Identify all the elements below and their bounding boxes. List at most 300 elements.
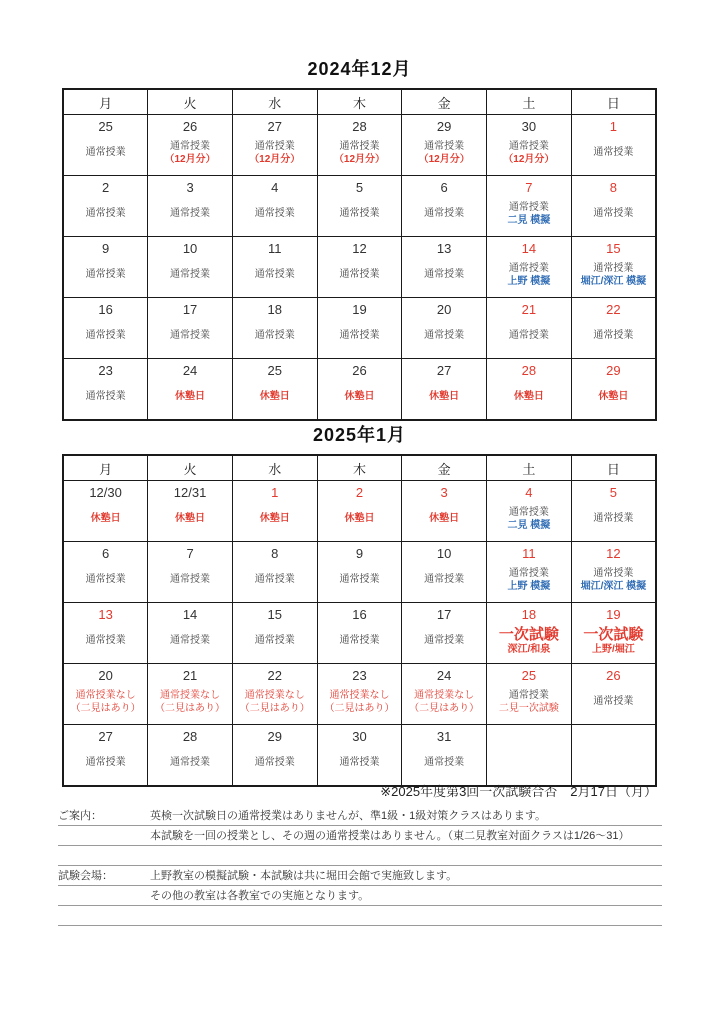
calendar-cell-content [64, 603, 147, 663]
date-number: 25 [267, 363, 282, 378]
calendar-cell [63, 481, 148, 542]
cell-body [572, 134, 655, 175]
day-header: 土 [487, 89, 572, 115]
calendar-cell-content [572, 664, 655, 724]
day-header: 土 [487, 455, 572, 481]
date-number: 5 [609, 485, 617, 500]
calendar-cell [148, 237, 233, 298]
cell-label: 通常授業 [170, 208, 211, 219]
cell-body [64, 317, 147, 358]
date-number: 6 [101, 546, 110, 561]
cell-body [487, 195, 571, 236]
cell-body [318, 195, 402, 236]
calendar-cell [487, 115, 572, 176]
cell-body [233, 378, 317, 419]
calendar-cell-content [64, 298, 147, 358]
calendar-cell-content [572, 359, 655, 419]
date-number: 26 [352, 363, 367, 378]
calendar-cell-content [402, 115, 486, 175]
cell-body [318, 500, 402, 541]
note-label: 試験会場： [58, 870, 113, 882]
cell-body [318, 561, 402, 602]
day-header-row [63, 89, 656, 115]
date-number: 1 [271, 485, 279, 500]
cell-label: 通常授業 [593, 330, 634, 341]
cell-label: 通常授業 [508, 330, 549, 341]
date-number: 9 [101, 241, 110, 256]
calendar-cell [317, 176, 402, 237]
cell-label: 通常授業 [424, 269, 465, 280]
date-number: 5 [355, 180, 364, 195]
cell-label: 通常授業 [170, 140, 211, 152]
day-header: 金 [402, 89, 487, 115]
cell-body [487, 622, 571, 663]
cell-body [233, 256, 317, 297]
cell-body [402, 256, 486, 297]
calendar-cell-content [148, 725, 232, 785]
date-number: 3 [440, 485, 448, 500]
date-number: 23 [98, 363, 113, 378]
cell-label: 通常授業 [593, 567, 634, 579]
date-number: 4 [525, 485, 533, 500]
cell-label: 上野/堀江 [591, 643, 635, 655]
cell-label: 通常授業 [254, 208, 295, 219]
calendar-cell-content [572, 115, 655, 175]
cell-body [402, 317, 486, 358]
cell-body [572, 195, 655, 236]
calendar-cell [148, 481, 233, 542]
calendar-cell [402, 664, 487, 725]
calendar-cell-content [233, 481, 317, 541]
calendar-cell [571, 298, 656, 359]
calendar-cell-content [233, 359, 317, 419]
calendar-cell-content [572, 481, 655, 541]
calendar-cell [571, 237, 656, 298]
calendar-cell [232, 664, 317, 725]
calendar-cell-content [318, 298, 402, 358]
calendar-cell-content [148, 115, 232, 175]
cell-body [233, 134, 317, 175]
date-number: 18 [521, 607, 537, 622]
day-header: 日 [571, 455, 656, 481]
cell-label: 通常授業 [85, 391, 126, 402]
week-row [63, 603, 656, 664]
cell-label: 通常授業 [85, 757, 126, 768]
cell-label: 通常授業なし [244, 689, 305, 701]
calendar-cell [63, 298, 148, 359]
cell-label: （12月分） [503, 153, 555, 165]
date-number: 12 [606, 546, 621, 561]
calendar-cell-content [402, 603, 486, 663]
day-header: 火 [148, 455, 233, 481]
calendar-cell-content [64, 542, 147, 602]
cell-body [233, 500, 317, 541]
calendar-cell-content [233, 542, 317, 602]
cell-label: 通常授業 [254, 269, 295, 280]
week-row [63, 237, 656, 298]
cell-body [64, 134, 147, 175]
cell-body [402, 195, 486, 236]
cell-label: 堀江/深江 模擬 [580, 275, 647, 287]
cell-body [572, 256, 655, 297]
date-number: 22 [606, 302, 621, 317]
cell-body [233, 683, 317, 724]
date-number: 16 [352, 607, 367, 622]
cell-label: 通常授業 [339, 330, 380, 341]
cell-label: 通常授業なし [414, 689, 475, 701]
calendar-cell [487, 725, 572, 787]
calendar-cell-content [487, 603, 571, 663]
calendar-cell [487, 359, 572, 421]
cell-body [233, 744, 317, 785]
cell-body [487, 725, 571, 785]
cell-label: 通常授業なし [160, 689, 221, 701]
date-number: 12/31 [173, 485, 207, 500]
date-number: 28 [521, 363, 537, 378]
date-number: 21 [521, 302, 537, 317]
cell-label: 通常授業 [508, 689, 549, 701]
calendar-cell-content [64, 725, 147, 785]
cell-label: 休塾日 [513, 391, 544, 402]
calendar-cell-content [233, 664, 317, 724]
calendar-cell-content [148, 176, 232, 236]
calendar-cell [571, 115, 656, 176]
cell-body [64, 744, 147, 785]
day-header: 火 [148, 89, 233, 115]
cell-label: （二見はあり） [239, 702, 310, 714]
date-number: 19 [606, 607, 621, 622]
calendar-cell-content [318, 176, 402, 236]
cell-label: 通常授業 [508, 506, 549, 518]
day-header: 木 [317, 455, 402, 481]
calendar-cell [148, 359, 233, 421]
date-number: 26 [606, 668, 621, 683]
note-label: ご案内： [58, 810, 102, 822]
date-number: 10 [182, 241, 198, 256]
cell-label: 休塾日 [90, 513, 121, 524]
cell-label: 通常授業なし [75, 689, 136, 701]
note-row [58, 846, 662, 866]
calendar-cell [571, 542, 656, 603]
cell-body [487, 134, 571, 175]
cell-body [572, 683, 655, 724]
calendar-cell-content [402, 664, 486, 724]
week-row [63, 298, 656, 359]
calendar-title: 2025年1月 [312, 425, 407, 445]
calendar-cell [317, 603, 402, 664]
cell-label: 通常授業 [254, 330, 295, 341]
day-header: 金 [402, 455, 487, 481]
calendar-cell-content [148, 603, 232, 663]
calendar-cell [402, 176, 487, 237]
week-row [63, 359, 656, 421]
calendar-cell-content [402, 298, 486, 358]
cell-label: 通常授業 [170, 635, 211, 646]
note-row [58, 886, 662, 906]
cell-body [148, 134, 232, 175]
calendar-cell [487, 481, 572, 542]
date-number: 18 [267, 302, 282, 317]
calendar-cell [487, 298, 572, 359]
cell-label: 休塾日 [344, 513, 375, 524]
date-number: 28 [182, 729, 198, 744]
cell-label: （12月分） [249, 153, 301, 165]
cell-body [64, 622, 147, 663]
cell-body [233, 622, 317, 663]
calendar-cell-content [487, 359, 571, 419]
calendar-cell-content [487, 237, 571, 297]
cell-label: 通常授業 [424, 757, 465, 768]
cell-body [148, 195, 232, 236]
cell-body [572, 725, 655, 785]
calendar-cell [402, 359, 487, 421]
cell-label: 通常授業 [254, 757, 295, 768]
cell-label: 通常授業 [85, 269, 126, 280]
date-number: 20 [436, 302, 452, 317]
date-number: 1 [609, 119, 617, 134]
cell-label: （二見はあり） [409, 702, 480, 714]
note-text: その他の教室は各教室での実施となります。 [150, 890, 370, 902]
calendar-cell [317, 542, 402, 603]
date-number: 21 [182, 668, 198, 683]
cell-label: 休塾日 [175, 391, 206, 402]
cell-body [64, 256, 147, 297]
cell-label: 堀江/深江 模擬 [580, 580, 647, 592]
week-row [63, 115, 656, 176]
calendar-cell [317, 481, 402, 542]
calendar-cell [148, 664, 233, 725]
cell-label: 通常授業 [508, 262, 549, 274]
calendar-cell [63, 603, 148, 664]
cell-label: （12月分） [333, 153, 386, 165]
cell-label: 二見 模擬 [507, 519, 551, 531]
notes-section [58, 806, 662, 926]
calendar-cell [232, 542, 317, 603]
cell-label: 通常授業 [170, 757, 211, 768]
calendar-cell-content [572, 725, 655, 785]
cell-label: 通常授業 [254, 574, 295, 585]
cell-label: 一次試験 [583, 625, 644, 643]
calendar-cell-content [318, 725, 402, 785]
week-row [63, 176, 656, 237]
calendar-cell-content [148, 664, 232, 724]
cell-body [148, 744, 232, 785]
cell-body [148, 561, 232, 602]
day-header: 月 [63, 89, 148, 115]
cell-label: 通常授業 [424, 635, 465, 646]
calendar-cell [317, 237, 402, 298]
calendar-cell-content [318, 115, 402, 175]
cell-body [64, 195, 147, 236]
week-row [63, 664, 656, 725]
calendar-cell [317, 359, 402, 421]
calendar-cell [487, 664, 572, 725]
date-number: 19 [352, 302, 367, 317]
calendar-cell [402, 603, 487, 664]
calendar-cell [63, 359, 148, 421]
cell-body [402, 500, 486, 541]
date-number: 13 [98, 607, 113, 622]
date-number: 11 [522, 546, 536, 561]
date-number: 22 [267, 668, 282, 683]
calendar-cell [232, 603, 317, 664]
day-header: 水 [232, 89, 317, 115]
calendar-cell-content [402, 542, 486, 602]
date-number: 15 [606, 241, 621, 256]
calendar-cell [487, 176, 572, 237]
calendar-cell-content [64, 115, 147, 175]
cell-label: 二見一次試験 [498, 702, 559, 714]
calendar-cell [232, 298, 317, 359]
date-number: 12/30 [89, 485, 122, 500]
cell-body [402, 134, 486, 175]
cell-label: 通常授業 [339, 757, 380, 768]
week-row [63, 481, 656, 542]
cell-label: 休塾日 [429, 513, 460, 524]
calendar-cell-content [572, 542, 655, 602]
cell-body [148, 317, 232, 358]
calendar-cell [148, 115, 233, 176]
date-number: 8 [609, 180, 617, 195]
note-text: 上野教室の模擬試験・本試験は共に堀田会館で実施致します。 [150, 870, 458, 882]
cell-label: 通常授業 [339, 574, 380, 585]
calendar-cell [402, 725, 487, 787]
cell-label: 通常授業 [593, 513, 634, 524]
note-row [58, 866, 662, 886]
cell-label: 二見 模擬 [507, 214, 551, 226]
cell-label: 通常授業 [85, 635, 126, 646]
calendar-cell-content [318, 359, 402, 419]
calendar-cell-content [572, 603, 655, 663]
cell-body [148, 683, 232, 724]
cell-body [318, 683, 402, 724]
cell-label: 通常授業 [424, 574, 465, 585]
cell-label: 通常授業 [254, 635, 295, 646]
cell-label: （二見はあり） [155, 702, 226, 714]
cell-body [487, 378, 571, 419]
calendar-cell-content [64, 481, 147, 541]
calendar-cell-content [402, 725, 486, 785]
calendar-cell [232, 725, 317, 787]
calendar-cell [317, 115, 402, 176]
date-number: 7 [186, 546, 194, 561]
cell-body [487, 500, 571, 541]
cell-label: 上野 模擬 [507, 580, 551, 592]
calendar-cell [487, 542, 572, 603]
calendar-cell [232, 359, 317, 421]
calendar-cell [148, 603, 233, 664]
cell-label: 通常授業なし [329, 689, 390, 701]
calendar-table [62, 88, 657, 421]
date-number: 16 [98, 302, 113, 317]
note-text: 本試験を一回の授業とし、その週の通常授業はありません。（東二見教室対面クラスは1/26～31） [150, 830, 630, 842]
exam-result-footnote: ※2025年度第3回一次試験合否 2月17日（月） [380, 784, 657, 799]
date-number: 13 [436, 241, 452, 256]
cell-label: 通常授業 [339, 140, 380, 152]
calendar-cell [148, 298, 233, 359]
date-number: 3 [186, 180, 194, 195]
cell-body [402, 683, 486, 724]
cell-label: 通常授業 [254, 140, 295, 152]
calendar-cell-content [487, 725, 571, 785]
date-number: 31 [436, 729, 452, 744]
cell-label: （12月分） [164, 153, 216, 165]
calendar-cell [63, 542, 148, 603]
cell-body [487, 561, 571, 602]
cell-body [233, 195, 317, 236]
cell-label: 通常授業 [424, 330, 465, 341]
calendar-cell-content [402, 176, 486, 236]
date-number: 27 [98, 729, 113, 744]
calendar-cell [317, 664, 402, 725]
cell-label: 通常授業 [85, 574, 126, 585]
calendar-cell-content [233, 298, 317, 358]
calendar-cell-content [233, 237, 317, 297]
calendar-cell-content [487, 176, 571, 236]
note-row [58, 906, 662, 926]
note-row [58, 806, 662, 826]
day-header: 月 [63, 455, 148, 481]
date-number: 17 [436, 607, 452, 622]
calendar-cell [63, 664, 148, 725]
calendar-cell [571, 481, 656, 542]
cell-body [402, 744, 486, 785]
calendar-cell-content [233, 603, 317, 663]
calendar-cell-content [402, 359, 486, 419]
date-number: 24 [436, 668, 452, 683]
calendar-cell [317, 725, 402, 787]
date-number: 30 [352, 729, 367, 744]
calendar-cell-content [233, 176, 317, 236]
cell-body [318, 622, 402, 663]
cell-label: 休塾日 [344, 391, 375, 402]
cell-label: 通常授業 [339, 269, 380, 280]
calendar-cell-content [148, 237, 232, 297]
cell-label: 通常授業 [424, 208, 465, 219]
cell-label: 通常授業 [85, 147, 126, 158]
date-number: 8 [271, 546, 279, 561]
cell-body [64, 683, 147, 724]
cell-body [148, 378, 232, 419]
cell-label: （12月分） [418, 153, 470, 165]
week-row [63, 542, 656, 603]
calendar-cell-content [318, 237, 402, 297]
cell-body [318, 378, 402, 419]
calendar-cell-content [487, 481, 571, 541]
date-number: 29 [267, 729, 282, 744]
cell-body [402, 378, 486, 419]
calendar-cell-content [318, 664, 402, 724]
calendar-cell [571, 603, 656, 664]
calendar-cell [63, 115, 148, 176]
cell-body [64, 378, 147, 419]
date-number: 17 [182, 302, 198, 317]
calendar-cell-content [64, 176, 147, 236]
cell-body [572, 561, 655, 602]
cell-body [572, 317, 655, 358]
week-row [63, 725, 656, 787]
cell-label: 通常授業 [339, 208, 380, 219]
day-header: 水 [232, 455, 317, 481]
cell-label: 通常授業 [170, 330, 211, 341]
calendar-cell [487, 237, 572, 298]
calendar-title: 2024年12月 [307, 59, 412, 79]
date-number: 29 [436, 119, 452, 134]
calendar-cell-content [318, 603, 402, 663]
cell-label: 通常授業 [508, 201, 549, 213]
calendar-cell-content [148, 359, 232, 419]
calendar-cell-content [148, 298, 232, 358]
